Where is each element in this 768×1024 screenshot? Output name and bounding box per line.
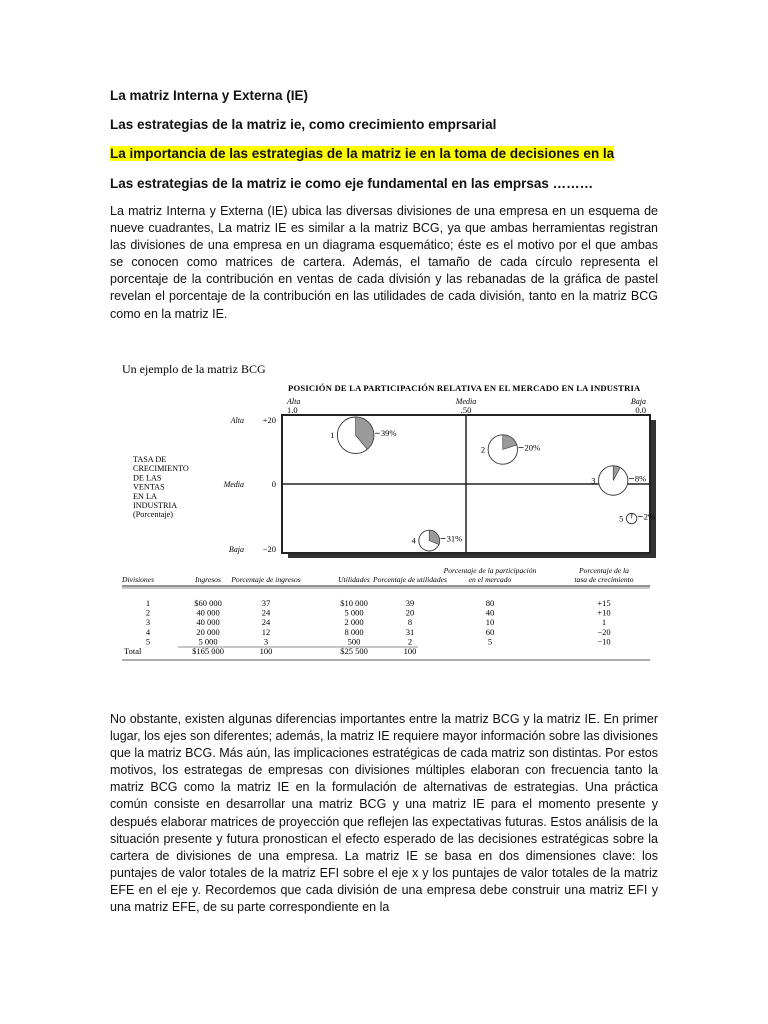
x-label-name: Media (455, 397, 477, 406)
table-header: Porcentaje de la participación (443, 566, 537, 575)
y-label-name: Media (223, 480, 244, 489)
table-cell: 8 (407, 617, 413, 628)
y-title-line: VENTAS (133, 482, 165, 492)
table-cell: 4 (145, 626, 151, 637)
table-cell: Total (124, 646, 142, 656)
bcg-figure (118, 360, 658, 665)
x-label-name: Baja (630, 397, 646, 406)
x-axis-labels (286, 397, 646, 415)
y-title-line: CRECIMIENTO (133, 464, 189, 474)
table-cell: 20 (405, 607, 415, 618)
profit-label: 20% (524, 442, 541, 453)
table-cell: 500 (347, 636, 361, 647)
y-axis-labels (223, 415, 276, 554)
table-header: tasa de crecimiento (574, 575, 634, 584)
paragraph-intro: La matriz Interna y Externa (IE) ubica las diversas divisiones de una empresa en un esquema de nueve cuadrantes, La matriz IE es similar a la matriz BCG, ya que ambas herramientas registran las divisiones de una empresa en un diagrama esquemático; éste es el motivo por el que ambas se conocen como matrices de cartera. Además, el tamaño de cada círculo representa el porcentaje de la contribución en ventas de cada división y las rebanadas de la gráfica de pastel revelan el porcentaje de la contribución en las utilidades de cada división, tanto en la matriz BCG como en la matriz IE. (110, 204, 658, 321)
x-label-value: 1.0 (287, 405, 298, 415)
division-number: 1 (330, 430, 335, 441)
table-cell: $165 000 (192, 646, 224, 656)
table-cell: 1 (145, 598, 151, 608)
table-cell: 20 000 (196, 626, 220, 637)
table-cell: 1 (601, 617, 607, 628)
table-cell: 10 (485, 617, 495, 628)
table-cell: 31 (405, 626, 415, 637)
highlight-text: La importancia de las estrategias de la matriz ie en la toma de decisiones en la (110, 146, 615, 161)
table-cell: 40 000 (196, 607, 220, 618)
table-header: en el mercado (468, 575, 512, 584)
table-cell: $25 500 (340, 646, 368, 656)
table-cell: 2 (407, 636, 413, 647)
table-cell: +10 (597, 607, 611, 618)
heading-fundamental-axis: Las estrategias de la matriz ie como eje fundamental en las emprsas ……… (110, 176, 594, 191)
table-cell: −10 (597, 636, 611, 647)
table-header: Porcentaje de ingresos (231, 575, 301, 584)
table-cell: 24 (261, 607, 271, 618)
table-cell: −20 (597, 626, 611, 637)
table-cell: 2 (145, 607, 151, 618)
y-label-value: +20 (262, 415, 276, 425)
table-cell: $60 000 (194, 598, 222, 608)
table-cell: 5 (487, 636, 493, 647)
y-label-name: Baja (228, 545, 244, 554)
table-cell: 12 (261, 626, 271, 637)
y-title-line: EN LA (133, 491, 157, 501)
table-cell: 100 (259, 646, 273, 656)
table-cell: $10 000 (340, 598, 368, 608)
figure-caption: Un ejemplo de la matriz BCG (122, 362, 266, 376)
heading-importance-highlighted (110, 146, 614, 161)
table-header: Ingresos (195, 575, 221, 584)
table-header: Divisiones (122, 575, 155, 584)
profit-label: 31% (446, 533, 463, 544)
heading-strategies-growth: Las estrategias de la matriz ie, como crecimiento emprsarial (110, 117, 497, 132)
y-title-line: DE LAS (133, 473, 162, 483)
table-cell: 80 (485, 598, 495, 608)
table-header: Porcentaje de utilidades (373, 575, 447, 584)
profit-label: 39% (380, 428, 397, 439)
x-label-name: Alta (287, 397, 301, 406)
y-axis-title (133, 455, 189, 519)
division-number: 4 (411, 535, 416, 546)
table-cell: 3 (263, 636, 269, 647)
table-cell: 24 (261, 617, 271, 628)
division-number: 5 (619, 513, 624, 524)
paragraph-differences: No obstante, existen algunas diferencias importantes entre la matriz BCG y la matriz IE. En primer lugar, los ejes son diferentes; además, la matriz IE requiere mayor información sobre las divisiones que la matriz BCG. Más aún, las implicaciones estratégicas de cada matriz son distintas. Por estos motivos, los estrategas de empresas con divisiones múltiples elaboran con frecuencia tanto la matriz BCG como la matriz IE en la formulación de alternativas de estrategias. Una práctica común consiste en desarrollar una matriz BCG y una matriz IE para el momento presente y después elaborar matrices de proyección que reflejen las expectativas futuras. Estos análisis de la situación presente y futura pronostican el efecto esperado de las decisiones estratégicas sobre la cartera de divisiones de una empresa. La matriz IE se basa en dos dimensiones clave: los puntajes de valor totales de la matriz EFI sobre el eje x y los puntajes de valor totales de la matriz EFE en el eje y. Recordemos que cada división de una empresa debe construir una matriz EFI y una matriz EFE, de su parte correspondiente en la (110, 712, 658, 915)
table-header: Porcentaje de la (579, 566, 629, 575)
y-title-sub: (Porcentaje) (133, 510, 174, 520)
table-cell: 100 (403, 646, 417, 656)
y-label-value: 0 (271, 479, 276, 489)
y-title-line: TASA DE (133, 455, 167, 464)
division-number: 3 (591, 475, 596, 486)
y-label-value: −20 (262, 544, 276, 554)
x-label-value: 0.0 (635, 405, 646, 415)
table-cell: 40 000 (196, 617, 220, 628)
x-axis-title: POSICIÓN DE LA PARTICIPACIÓN RELATIVA EN EL MERCADO EN LA INDUSTRIA (288, 383, 641, 393)
profit-label: 8% (634, 473, 647, 484)
bcg-matrix-chart (118, 360, 658, 665)
table-cell: 3 (145, 617, 151, 628)
x-label-value: .50 (460, 405, 472, 415)
heading-ie-matrix: La matriz Interna y Externa (IE) (110, 88, 309, 103)
table-cell: 40 (485, 607, 495, 618)
y-label-name: Alta (230, 416, 244, 425)
table-cell: 8 000 (344, 626, 364, 637)
divisions-table (121, 566, 650, 660)
division-number: 2 (480, 444, 486, 455)
y-title-line: INDUSTRIA (133, 501, 178, 510)
table-cell: 5 000 (344, 607, 364, 618)
profit-label: 2% (643, 511, 656, 522)
table-cell: 39 (405, 598, 415, 608)
table-cell: 5 (145, 636, 151, 647)
table-header: Utilidades (338, 575, 370, 584)
table-cell: +15 (597, 598, 611, 608)
table-cell: 60 (485, 626, 495, 637)
table-cell: 37 (261, 598, 271, 608)
table-cell: 5 000 (198, 636, 218, 647)
table-cell: 2 000 (344, 617, 364, 628)
